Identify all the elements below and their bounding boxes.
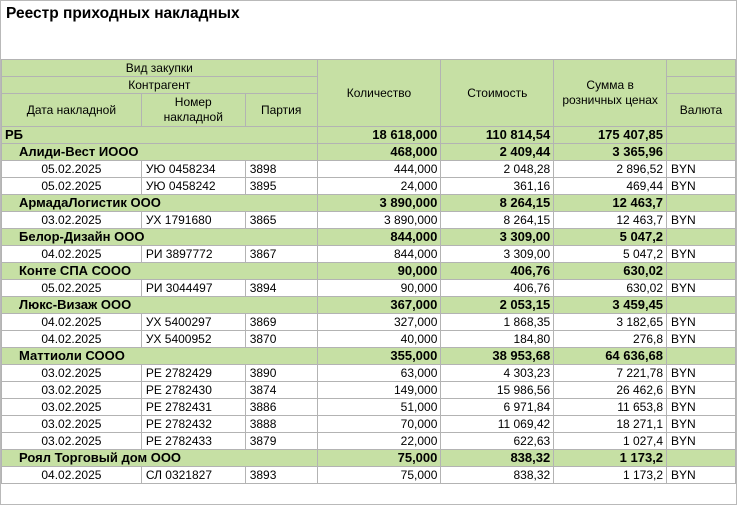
invoice-cost: 3 309,00 <box>441 246 554 263</box>
table-body <box>2 127 736 484</box>
invoice-number: РЕ 2782432 <box>141 416 245 433</box>
invoice-date: 04.02.2025 <box>2 467 142 484</box>
invoice-row[interactable] <box>2 246 736 263</box>
invoice-quantity: 3 890,000 <box>317 212 441 229</box>
country-cost: 110 814,54 <box>441 127 554 144</box>
group-cost: 38 953,68 <box>441 348 554 365</box>
group-quantity: 844,000 <box>317 229 441 246</box>
invoice-row[interactable] <box>2 416 736 433</box>
header-purchase-type[interactable]: Вид закупки <box>2 60 318 77</box>
batch-number: 3888 <box>245 416 317 433</box>
header-retail-sum[interactable] <box>554 60 667 127</box>
group-currency-empty <box>667 263 736 280</box>
invoice-cost: 184,80 <box>441 331 554 348</box>
group-quantity: 90,000 <box>317 263 441 280</box>
invoice-currency: BYN <box>667 314 736 331</box>
country-currency-empty <box>667 127 736 144</box>
invoice-quantity: 70,000 <box>317 416 441 433</box>
invoice-cost: 1 868,35 <box>441 314 554 331</box>
batch-number: 3874 <box>245 382 317 399</box>
invoice-quantity: 149,000 <box>317 382 441 399</box>
counterparty-group-row[interactable] <box>2 195 736 212</box>
invoice-row[interactable] <box>2 314 736 331</box>
country-quantity: 18 618,000 <box>317 127 441 144</box>
header-cost[interactable]: Стоимость <box>441 60 554 127</box>
group-quantity: 75,000 <box>317 450 441 467</box>
counterparty-group-row[interactable] <box>2 348 736 365</box>
invoice-cost: 15 986,56 <box>441 382 554 399</box>
header-invoice-date[interactable]: Дата накладной <box>2 94 142 127</box>
header-quantity[interactable]: Количество <box>317 60 441 127</box>
invoice-date: 03.02.2025 <box>2 365 142 382</box>
invoice-retail: 26 462,6 <box>554 382 667 399</box>
invoice-number: УХ 5400297 <box>141 314 245 331</box>
batch-number: 3869 <box>245 314 317 331</box>
invoice-quantity: 75,000 <box>317 467 441 484</box>
batch-number: 3895 <box>245 178 317 195</box>
group-currency-empty <box>667 229 736 246</box>
invoice-retail: 18 271,1 <box>554 416 667 433</box>
group-cost: 2 409,44 <box>441 144 554 161</box>
group-cost: 8 264,15 <box>441 195 554 212</box>
invoice-quantity: 40,000 <box>317 331 441 348</box>
counterparty-name: Роял Торговый дом ООО <box>2 450 318 467</box>
report-title: Реестр приходных накладных <box>6 5 240 22</box>
invoice-row[interactable] <box>2 382 736 399</box>
group-retail: 630,02 <box>554 263 667 280</box>
invoice-cost: 361,16 <box>441 178 554 195</box>
invoice-date: 05.02.2025 <box>2 280 142 297</box>
header-invoice-number-label: Номер накладной <box>163 95 223 124</box>
batch-number: 3893 <box>245 467 317 484</box>
group-cost: 406,76 <box>441 263 554 280</box>
invoice-number: РИ 3897772 <box>141 246 245 263</box>
invoice-quantity: 51,000 <box>317 399 441 416</box>
invoice-row[interactable] <box>2 433 736 450</box>
group-quantity: 355,000 <box>317 348 441 365</box>
invoice-number: УЮ 0458242 <box>141 178 245 195</box>
invoice-row[interactable] <box>2 161 736 178</box>
invoice-retail: 276,8 <box>554 331 667 348</box>
invoice-retail: 2 896,52 <box>554 161 667 178</box>
invoice-cost: 6 971,84 <box>441 399 554 416</box>
group-currency-empty <box>667 348 736 365</box>
group-cost: 838,32 <box>441 450 554 467</box>
group-retail: 3 365,96 <box>554 144 667 161</box>
group-currency-empty <box>667 144 736 161</box>
invoice-date: 03.02.2025 <box>2 416 142 433</box>
invoice-retail: 1 173,2 <box>554 467 667 484</box>
batch-number: 3886 <box>245 399 317 416</box>
invoice-quantity: 844,000 <box>317 246 441 263</box>
batch-number: 3870 <box>245 331 317 348</box>
invoice-retail: 630,02 <box>554 280 667 297</box>
invoice-currency: BYN <box>667 399 736 416</box>
invoice-date: 05.02.2025 <box>2 161 142 178</box>
batch-number: 3865 <box>245 212 317 229</box>
invoice-currency: BYN <box>667 178 736 195</box>
invoice-retail: 12 463,7 <box>554 212 667 229</box>
invoice-number: РЕ 2782430 <box>141 382 245 399</box>
invoice-currency: BYN <box>667 331 736 348</box>
invoice-currency: BYN <box>667 382 736 399</box>
invoice-quantity: 63,000 <box>317 365 441 382</box>
group-currency-empty <box>667 297 736 314</box>
invoice-retail: 5 047,2 <box>554 246 667 263</box>
header-batch[interactable]: Партия <box>245 94 317 127</box>
invoice-currency: BYN <box>667 365 736 382</box>
invoice-number: СЛ 0321827 <box>141 467 245 484</box>
batch-number: 3898 <box>245 161 317 178</box>
counterparty-group-row[interactable] <box>2 144 736 161</box>
invoice-retail: 3 182,65 <box>554 314 667 331</box>
counterparty-group-row[interactable] <box>2 450 736 467</box>
invoice-currency: BYN <box>667 246 736 263</box>
invoice-date: 04.02.2025 <box>2 246 142 263</box>
header-counterparty[interactable]: Контрагент <box>2 77 318 94</box>
invoice-number: УХ 5400952 <box>141 331 245 348</box>
invoice-date: 05.02.2025 <box>2 178 142 195</box>
invoice-retail: 11 653,8 <box>554 399 667 416</box>
group-quantity: 3 890,000 <box>317 195 441 212</box>
country-retail: 175 407,85 <box>554 127 667 144</box>
counterparty-group-row[interactable] <box>2 229 736 246</box>
counterparty-name: Люкс-Визаж ООО <box>2 297 318 314</box>
counterparty-group-row[interactable] <box>2 297 736 314</box>
country-name: РБ <box>2 127 318 144</box>
header-invoice-number[interactable] <box>141 94 245 127</box>
invoice-currency: BYN <box>667 212 736 229</box>
invoice-quantity: 90,000 <box>317 280 441 297</box>
invoice-number: РИ 3044497 <box>141 280 245 297</box>
invoice-cost: 406,76 <box>441 280 554 297</box>
invoice-number: РЕ 2782429 <box>141 365 245 382</box>
invoice-cost: 2 048,28 <box>441 161 554 178</box>
group-retail: 5 047,2 <box>554 229 667 246</box>
invoice-row[interactable] <box>2 331 736 348</box>
invoice-quantity: 22,000 <box>317 433 441 450</box>
invoice-date: 03.02.2025 <box>2 212 142 229</box>
invoice-date: 03.02.2025 <box>2 433 142 450</box>
group-retail: 3 459,45 <box>554 297 667 314</box>
group-quantity: 468,000 <box>317 144 441 161</box>
header-blank <box>667 60 736 77</box>
batch-number: 3890 <box>245 365 317 382</box>
header-blank-2 <box>667 77 736 94</box>
counterparty-name: Конте СПА СООО <box>2 263 318 280</box>
invoice-retail: 469,44 <box>554 178 667 195</box>
invoice-cost: 11 069,42 <box>441 416 554 433</box>
batch-number: 3894 <box>245 280 317 297</box>
invoice-row[interactable] <box>2 178 736 195</box>
invoice-row[interactable] <box>2 399 736 416</box>
batch-number: 3879 <box>245 433 317 450</box>
counterparty-name: Алиди-Вест ИООО <box>2 144 318 161</box>
invoice-row[interactable] <box>2 212 736 229</box>
invoice-cost: 622,63 <box>441 433 554 450</box>
invoice-registry-table <box>1 59 736 484</box>
counterparty-group-row[interactable] <box>2 263 736 280</box>
invoice-date: 04.02.2025 <box>2 314 142 331</box>
counterparty-name: Маттиоли СООО <box>2 348 318 365</box>
group-quantity: 367,000 <box>317 297 441 314</box>
counterparty-name: АрмадаЛогистик ООО <box>2 195 318 212</box>
invoice-quantity: 327,000 <box>317 314 441 331</box>
group-retail: 12 463,7 <box>554 195 667 212</box>
country-total-row <box>2 127 736 144</box>
invoice-retail: 7 221,78 <box>554 365 667 382</box>
table-header <box>2 60 736 127</box>
invoice-row[interactable] <box>2 280 736 297</box>
group-retail: 1 173,2 <box>554 450 667 467</box>
group-retail: 64 636,68 <box>554 348 667 365</box>
group-currency-empty <box>667 195 736 212</box>
invoice-number: УХ 1791680 <box>141 212 245 229</box>
invoice-number: РЕ 2782431 <box>141 399 245 416</box>
invoice-row[interactable] <box>2 467 736 484</box>
batch-number: 3867 <box>245 246 317 263</box>
invoice-currency: BYN <box>667 161 736 178</box>
invoice-quantity: 444,000 <box>317 161 441 178</box>
invoice-number: УЮ 0458234 <box>141 161 245 178</box>
invoice-date: 03.02.2025 <box>2 399 142 416</box>
invoice-date: 03.02.2025 <box>2 382 142 399</box>
invoice-cost: 8 264,15 <box>441 212 554 229</box>
invoice-currency: BYN <box>667 433 736 450</box>
header-currency[interactable]: Валюта <box>667 94 736 127</box>
invoice-currency: BYN <box>667 416 736 433</box>
invoice-currency: BYN <box>667 280 736 297</box>
group-cost: 3 309,00 <box>441 229 554 246</box>
invoice-cost: 4 303,23 <box>441 365 554 382</box>
header-retail-sum-label: Сумма в розничных ценах <box>562 78 658 107</box>
invoice-quantity: 24,000 <box>317 178 441 195</box>
invoice-retail: 1 027,4 <box>554 433 667 450</box>
invoice-cost: 838,32 <box>441 467 554 484</box>
group-currency-empty <box>667 450 736 467</box>
group-cost: 2 053,15 <box>441 297 554 314</box>
invoice-date: 04.02.2025 <box>2 331 142 348</box>
counterparty-name: Белор-Дизайн ООО <box>2 229 318 246</box>
invoice-currency: BYN <box>667 467 736 484</box>
invoice-number: РЕ 2782433 <box>141 433 245 450</box>
invoice-row[interactable] <box>2 365 736 382</box>
